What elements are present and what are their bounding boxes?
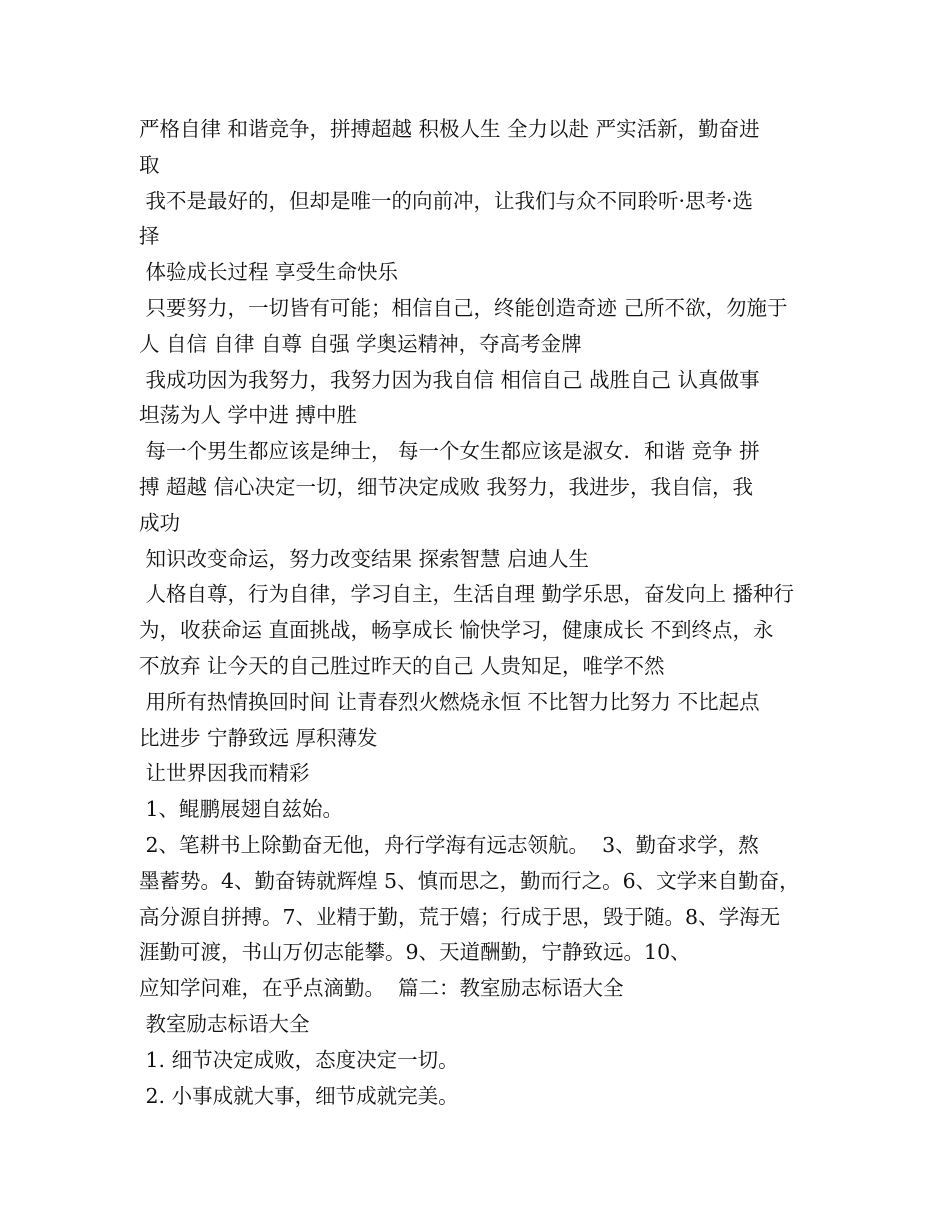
text-line: 应知学问难，在乎点滴勤。 篇二：教室励志标语大全 xyxy=(139,976,624,1001)
text-line: 搏 超越 信心决定一切，细节决定成败 我努力，我进步，我自信，我 xyxy=(139,474,754,499)
text-line: 2、笔耕书上除勤奋无他，舟行学海有远志领航。 3、勤奋求学，熬 xyxy=(139,832,759,857)
text-line: 成功 xyxy=(139,510,180,535)
text-line: 只要努力，一切皆有可能；相信自己，终能创造奇迹 己所不欲，勿施于 xyxy=(139,295,788,320)
text-line: 1、鲲鹏展翅自兹始。 xyxy=(139,797,344,822)
text-line: 每一个男生都应该是绅士， 每一个女生都应该是淑女．和谐 竞争 拼 xyxy=(139,439,760,464)
text-line: 涯勤可渡，书山万仞志能攀。9、天道酬勤，宁静致远。10、 xyxy=(139,940,691,965)
text-line: 我不是最好的，但却是唯一的向前冲，让我们与众不同聆听·思考·选 xyxy=(139,188,754,213)
text-line: 让世界因我而精彩 xyxy=(139,761,310,786)
text-line: 人 自信 自律 自尊 自强 学奥运精神，夺高考金牌 xyxy=(139,331,582,356)
text-line: 知识改变命运，努力改变结果 探索智慧 启迪人生 xyxy=(139,546,590,571)
text-line: 坦荡为人 学中进 搏中胜 xyxy=(139,403,358,428)
text-line: 体验成长过程 享受生命快乐 xyxy=(139,260,399,285)
text-line: 教室励志标语大全 xyxy=(139,1011,310,1036)
text-line: 比进步 宁静致远 厚积薄发 xyxy=(139,725,378,750)
text-line: 为，收获命运 直面挑战，畅享成长 愉快学习，健康成长 不到终点，永 xyxy=(139,618,774,643)
text-line: 严格自律 和谐竞争，拼搏超越 积极人生 全力以赴 严实活新，勤奋进 xyxy=(139,117,760,141)
text-line: 高分源自拼搏。7、业精于勤，荒于嬉；行成于思，毁于随。8、学海无 xyxy=(139,904,781,929)
text-line: 择 xyxy=(139,224,160,249)
text-line: 我成功因为我努力，我努力因为我自信 相信自己 战胜自己 认真做事 xyxy=(139,367,760,392)
text-line: 2. 小事成就大事，细节成就完美。 xyxy=(139,1083,459,1108)
text-line: 不放弃 让今天的自己胜过昨天的自己 人贵知足，唯学不然 xyxy=(139,653,665,678)
text-line: 墨蓄势。4、勤奋铸就辉煌 5、慎而思之，勤而行之。6、文学来自勤奋， xyxy=(139,868,800,893)
text-line: 取 xyxy=(139,152,160,177)
text-line: 用所有热情换回时间 让青春烈火燃烧永恒 不比智力比努力 不比起点 xyxy=(139,689,760,714)
text-line: 人格自尊，行为自律，学习自主，生活自理 勤学乐思，奋发向上 播种行 xyxy=(139,582,795,607)
text-line: 1. 细节决定成败，态度决定一切。 xyxy=(139,1047,459,1072)
document-body xyxy=(139,112,819,1114)
